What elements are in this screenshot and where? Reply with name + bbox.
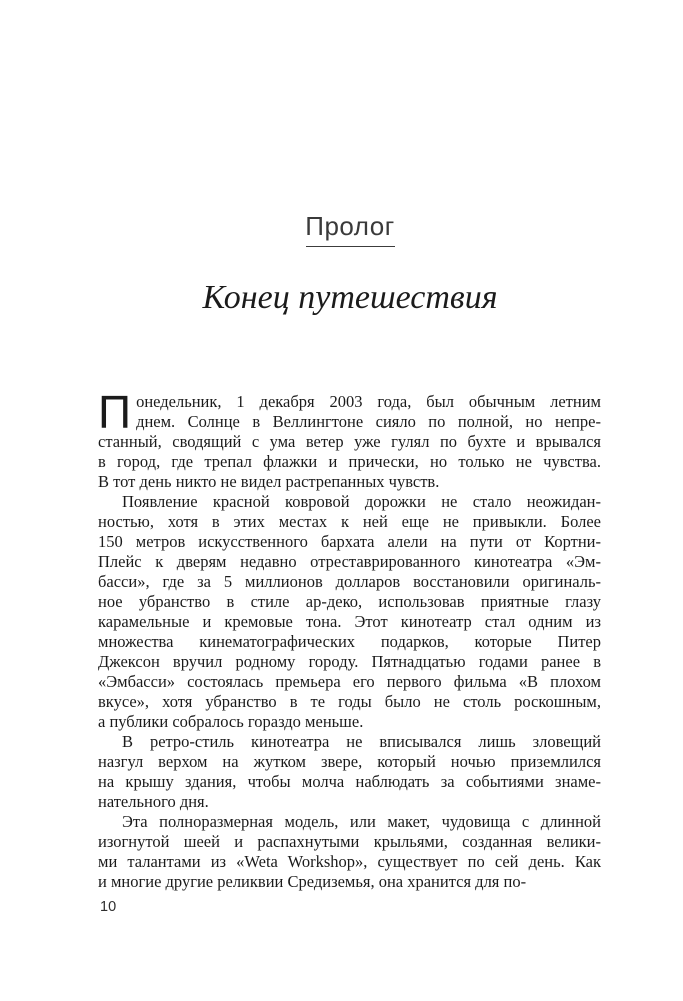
paragraph-2 [98, 492, 601, 732]
text-line: вкусе», хотя убранство в те годы было не столь роскошным, [98, 692, 601, 711]
text-line: онедельник, 1 декабря 2003 года, был обычным летним [136, 392, 601, 411]
text-line: карамельные и кремовые тона. Этот кинотеатр стал одним из [98, 612, 601, 631]
paragraph-1 [98, 386, 601, 492]
drop-cap: П [98, 386, 132, 438]
text-line: и многие другие реликвии Средиземья, она хранится для по- [98, 872, 527, 891]
text-line: в город, где трепал флажки и прически, но только не чувства. [98, 452, 601, 471]
chapter-rule-divider [306, 246, 395, 247]
text-line: ное убранство в стиле ар-деко, использовав приятные глазу [98, 592, 601, 611]
text-line: «Эмбасси» состоялась премьера его первого фильма «В плохом [98, 672, 601, 691]
body-text [98, 386, 601, 892]
text-line: Плейс к дверям недавно отреставрированного кинотеатра «Эм- [98, 552, 601, 571]
text-line: на крышу здания, чтобы молча наблюдать за событиями знаме- [98, 772, 601, 791]
text-line: назгул верхом на жутком звере, который ночью приземлился [98, 752, 601, 771]
chapter-title: Конец путешествия [202, 279, 498, 316]
text-line: станный, сводящий с ума ветер уже гулял по бухте и врывался [98, 432, 601, 451]
text-line: басси», где за 5 миллионов долларов восстановили оригиналь- [98, 572, 601, 591]
chapter-label: Пролог [305, 211, 395, 241]
text-line: изогнутой шеей и распахнутыми крыльями, созданная велики- [98, 832, 601, 851]
page-number: 10 [100, 899, 117, 915]
text-line: В ретро-стиль кинотеатра не вписывался лишь зловещий [122, 732, 601, 751]
text-line: Джексон вручил родному городу. Пятнадцатью годами ранее в [98, 652, 601, 671]
text-line: ми талантами из «Weta Workshop», существует по сей день. Как [98, 852, 601, 871]
text-line: ностью, хотя в этих местах к ней еще не привыкли. Более [98, 512, 601, 531]
text-line: Появление красной ковровой дорожки не стало неожидан- [122, 492, 601, 511]
paragraph-3 [98, 732, 601, 812]
text-line: а публики собралось гораздо меньше. [98, 712, 364, 731]
text-line: 150 метров искусственного бархата алели на пути от Кортни- [98, 532, 601, 551]
text-line: днем. Солнце в Веллингтоне сияло по полной, но непре- [136, 412, 601, 431]
paragraph-4 [98, 812, 601, 892]
text-line: В тот день никто не видел растрепанных чувств. [98, 472, 440, 491]
text-line: нательного дня. [98, 792, 209, 811]
text-line: множества кинематографических подарков, которые Питер [98, 632, 601, 651]
text-line: Эта полноразмерная модель, или макет, чудовища с длинной [122, 812, 601, 831]
